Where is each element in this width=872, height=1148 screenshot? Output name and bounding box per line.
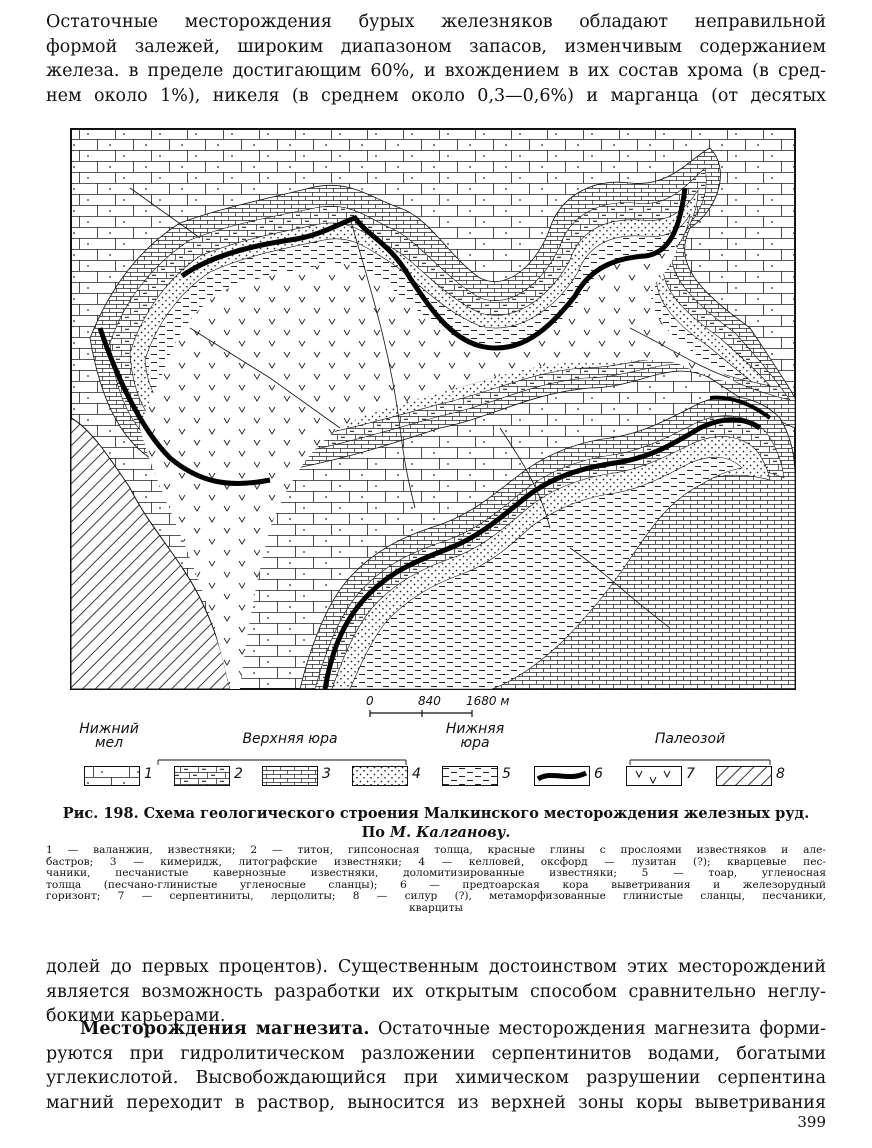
map-legend: [70, 718, 800, 790]
legend-swatch-5: [442, 766, 498, 786]
legend-text-line: чаники, песчанистые кавернозные известняки, доломитизированные известняки; 5 — тоар, угленосная: [46, 867, 826, 880]
legend-swatch-6: [534, 766, 590, 786]
legend-swatch-3: [262, 766, 318, 786]
scale-line: [360, 708, 520, 718]
text-line: магний переходит в раствор, выносится из верхней зоны коры выветривания: [46, 1092, 826, 1113]
legend-text-line: 1 — валанжин, известняки; 2 — титон, гипсоносная толща, красные глины с прослоями известняков и але-: [46, 844, 826, 856]
legend-group-lower-jurassic: Нижняя юра: [445, 721, 505, 751]
legend-number-2: 2: [234, 766, 243, 782]
page-number: 399: [797, 1113, 826, 1131]
caption-attribution: [46, 823, 826, 842]
text-line: бокими карьерами.: [46, 1006, 226, 1026]
legend-number-8: 8: [776, 766, 785, 782]
caption-by: По: [361, 824, 385, 841]
caption-author: М. Калганову.: [390, 824, 511, 841]
text-line: углекислотой. Высвобождающийся при химическом разрушении серпентина: [46, 1068, 826, 1088]
text-line-rest: Остаточные месторождения магнезита форми-: [369, 1019, 826, 1039]
legend-text-line: толща (песчано-глинистые угленосные сланцы); 6 — предтоарская кора выветривания и железорудный: [46, 878, 826, 891]
legend-number-6: 6: [594, 766, 603, 782]
geological-map: [70, 128, 796, 690]
text-line: нем около 1%), никеля (в среднем около 0,3—0,6%) и марганца (от десятых: [46, 85, 826, 106]
legend-swatch-4: [352, 766, 408, 786]
legend-group-upper-jurassic: Верхняя юра: [242, 731, 338, 747]
text-line: руются при гидролитическом разложении серпентинитов водами, богатыми: [46, 1043, 826, 1064]
legend-explanation: [46, 845, 826, 915]
legend-number-5: 5: [502, 766, 511, 782]
caption-title: Рис. 198. Схема геологического строения Малкинского месторождения железных руд.: [62, 805, 810, 822]
legend-number-7: 7: [686, 766, 695, 782]
paragraph-bottom: [46, 1017, 826, 1115]
section-heading: Месторождения магнезита.: [80, 1019, 370, 1039]
paragraph-top: [46, 10, 826, 108]
legend-swatch-8: [716, 766, 772, 786]
text-line: формой залежей, широким диапазоном запасов, изменчивым содержанием: [46, 36, 826, 57]
legend-brackets: [70, 746, 800, 766]
text-line: железа. в пределе достигающим 60%, и вхождением в их состав хрома (в сред-: [46, 61, 826, 81]
legend-swatch-7: [626, 766, 682, 786]
scale-label: 1680 м: [466, 694, 510, 708]
text-line: является возможность разработки их открытым способом сравнительно неглу-: [46, 981, 826, 1002]
legend-swatch-2: [174, 766, 230, 786]
text-line: Остаточные месторождения бурых железняков обладают неправильной: [46, 12, 826, 32]
figure-caption: [46, 804, 826, 842]
legend-number-1: 1: [144, 766, 153, 782]
legend-number-4: 4: [412, 766, 421, 782]
legend-group-paleozoic: Палеозой: [654, 731, 726, 747]
legend-group-lower-cretaceous: Нижний мел: [79, 721, 139, 751]
legend-swatch-1: [84, 766, 140, 786]
legend-number-3: 3: [322, 766, 331, 782]
legend-text-line: горизонт; 7 — серпентиниты, лерцолиты; 8 — силур (?), метаморфизованные глинистые сланцы, песчаники,: [46, 890, 826, 903]
scale-label: 840: [418, 694, 441, 708]
scale-label: 0: [366, 694, 374, 708]
legend-text-line: бастров; 3 — кимеридж, литографские известняки; 4 — келловей, оксфорд — лузитан (?); кварцевые пес-: [46, 855, 826, 868]
legend-text-line: кварциты: [409, 901, 463, 914]
text-line: [46, 1017, 826, 1042]
text-line: долей до первых процентов). Существенным достоинством этих месторождений: [46, 957, 826, 977]
